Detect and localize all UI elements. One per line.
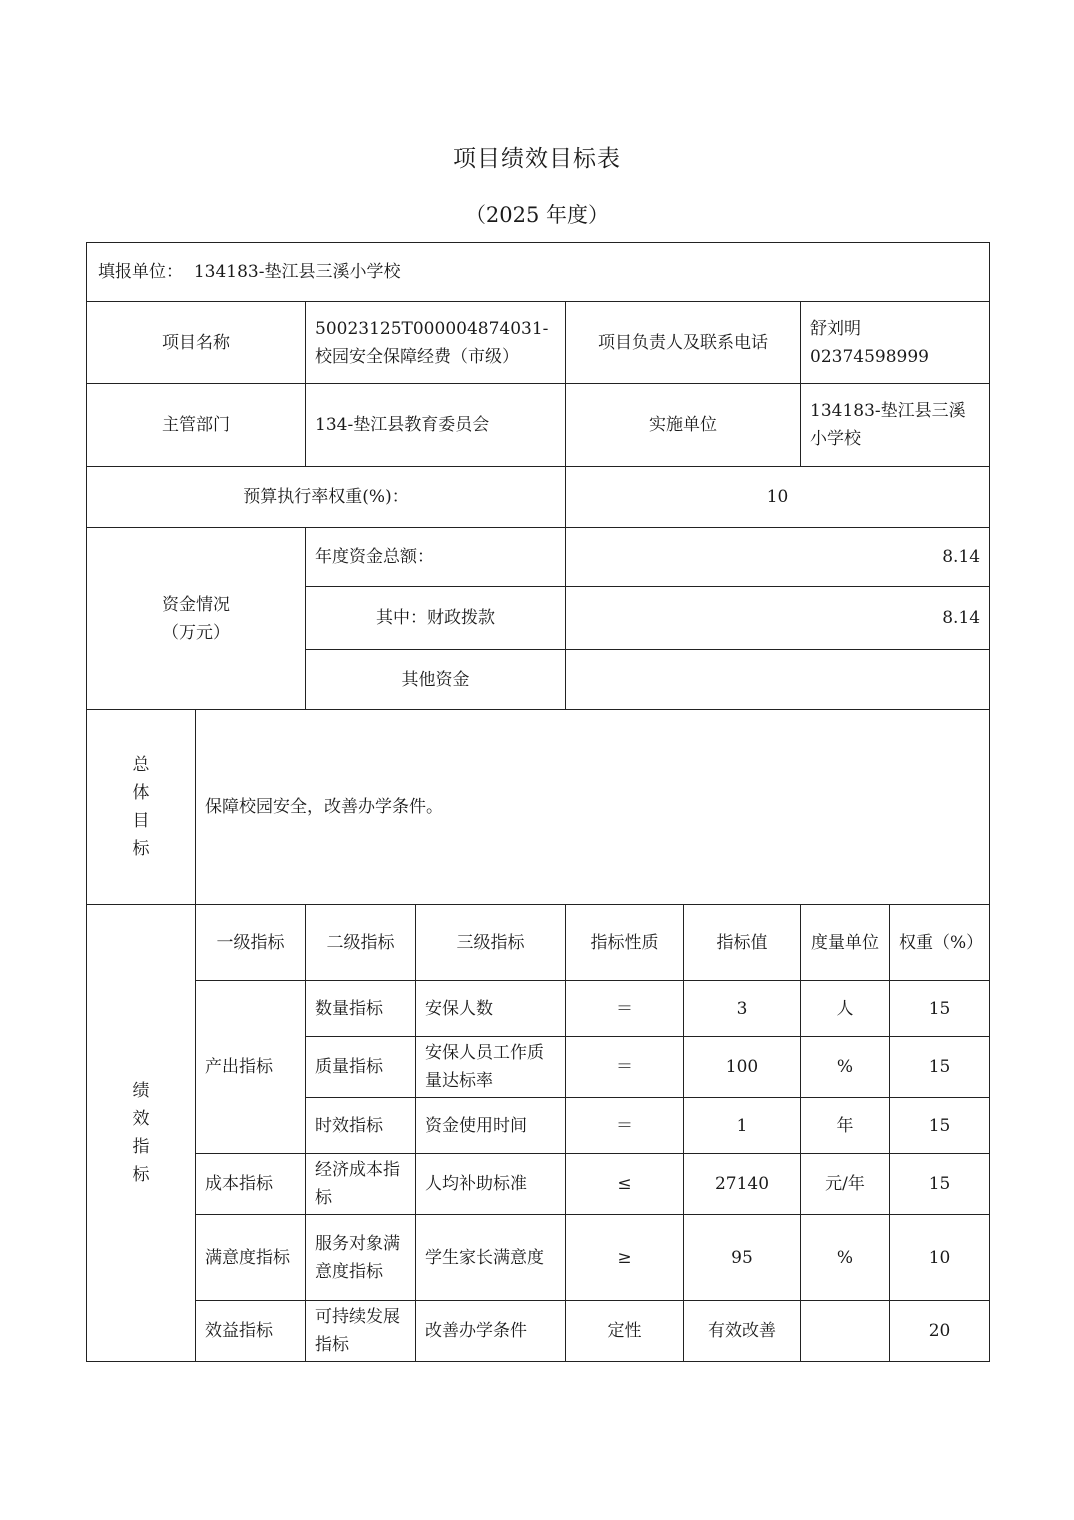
header-value: 指标值 xyxy=(684,905,801,981)
group-cost: 成本指标 xyxy=(196,1154,306,1215)
overall-goal-text: 保障校园安全，改善办学条件。 xyxy=(196,710,990,905)
overall-goal-label-char: 总 xyxy=(132,755,150,775)
funds-fiscal-value: 8.14 xyxy=(566,587,990,650)
indicator-nature: ＝ xyxy=(566,1098,684,1154)
reporting-unit-value: 134183-垫江县三溪小学校 xyxy=(193,262,401,282)
funds-fiscal-label: 其中：财政拨款 xyxy=(306,587,566,650)
overall-goal-label xyxy=(87,710,196,905)
group-satisfaction: 满意度指标 xyxy=(196,1215,306,1301)
page-title: 项目绩效目标表 xyxy=(453,146,621,172)
indicator-weight: 20 xyxy=(890,1301,990,1362)
implementing-unit-label: 实施单位 xyxy=(566,384,801,467)
department-row xyxy=(87,384,990,467)
reporting-unit-row xyxy=(87,243,990,302)
indicator-nature: ≤ xyxy=(566,1154,684,1215)
budget-rate-label: 预算执行率权重(%)： xyxy=(87,467,566,528)
budget-rate-row xyxy=(87,467,990,528)
indicator-value: 3 xyxy=(684,981,801,1037)
indicator-level3: 资金使用时间 xyxy=(416,1098,566,1154)
header-level1: 一级指标 xyxy=(196,905,306,981)
indicator-level2: 质量指标 xyxy=(306,1037,416,1098)
project-name-value: 50023125T000004874031-校园安全保障经费（市级） xyxy=(306,302,566,384)
indicator-row xyxy=(87,1154,990,1215)
indicator-value: 95 xyxy=(684,1215,801,1301)
indicator-level3: 改善办学条件 xyxy=(416,1301,566,1362)
group-benefit: 效益指标 xyxy=(196,1301,306,1362)
header-level2: 二级指标 xyxy=(306,905,416,981)
indicator-weight: 15 xyxy=(890,1154,990,1215)
indicator-header-row xyxy=(87,905,990,981)
indicator-unit: 年 xyxy=(801,1098,890,1154)
indicator-nature: 定性 xyxy=(566,1301,684,1362)
funds-label: 资金情况 xyxy=(162,594,230,615)
indicator-level2: 可持续发展指标 xyxy=(306,1301,416,1362)
performance-indicator-label-char: 绩 xyxy=(132,1081,150,1101)
indicator-unit: 人 xyxy=(801,981,890,1037)
funds-other-value xyxy=(566,650,990,710)
project-leader-name: 舒刘明 xyxy=(810,318,861,339)
project-name-row xyxy=(87,302,990,384)
project-leader-label: 项目负责人及联系电话 xyxy=(566,302,801,384)
header-nature: 指标性质 xyxy=(566,905,684,981)
header-level3: 三级指标 xyxy=(416,905,566,981)
indicator-level3: 安保人员工作质量达标率 xyxy=(416,1037,566,1098)
page-subtitle: （2025 年度） xyxy=(464,203,610,227)
indicator-unit: % xyxy=(801,1215,890,1301)
implementing-unit-value: 134183-垫江县三溪小学校 xyxy=(801,384,990,467)
indicator-value: 有效改善 xyxy=(684,1301,801,1362)
overall-goal-label-char: 体 xyxy=(132,783,150,803)
performance-indicator-label xyxy=(87,905,196,1362)
indicator-level3: 人均补助标准 xyxy=(416,1154,566,1215)
department-value: 134-垫江县教育委员会 xyxy=(306,384,566,467)
reporting-unit-label: 填报单位： xyxy=(98,262,183,282)
funds-total-label: 年度资金总额： xyxy=(306,528,566,587)
performance-indicator-label-char: 效 xyxy=(132,1109,150,1129)
indicator-unit: % xyxy=(801,1037,890,1098)
indicator-unit xyxy=(801,1301,890,1362)
funds-unit: （万元） xyxy=(162,622,230,643)
overall-goal-label-char: 标 xyxy=(132,839,150,859)
budget-rate-value: 10 xyxy=(566,467,990,528)
indicator-level2: 时效指标 xyxy=(306,1098,416,1154)
performance-indicator-label-char: 标 xyxy=(132,1165,150,1185)
indicator-weight: 15 xyxy=(890,1037,990,1098)
indicator-nature: ＝ xyxy=(566,981,684,1037)
department-label: 主管部门 xyxy=(87,384,306,467)
indicator-level3: 安保人数 xyxy=(416,981,566,1037)
indicator-row xyxy=(87,1301,990,1362)
funds-label-cell xyxy=(87,528,306,710)
header-weight: 权重（%） xyxy=(890,905,990,981)
project-leader-cell xyxy=(801,302,990,384)
indicator-nature: ≥ xyxy=(566,1215,684,1301)
project-leader-phone: 02374598999 xyxy=(810,346,929,367)
indicator-nature: ＝ xyxy=(566,1037,684,1098)
funds-other-label: 其他资金 xyxy=(306,650,566,710)
indicator-row xyxy=(87,981,990,1037)
indicator-value: 1 xyxy=(684,1098,801,1154)
indicator-level2: 数量指标 xyxy=(306,981,416,1037)
header-unit: 度量单位 xyxy=(801,905,890,981)
performance-indicator-label-char: 指 xyxy=(132,1137,150,1157)
funds-total-value: 8.14 xyxy=(566,528,990,587)
group-output: 产出指标 xyxy=(196,981,306,1154)
indicator-level2: 服务对象满意度指标 xyxy=(306,1215,416,1301)
performance-target-table xyxy=(86,242,990,1362)
reporting-unit-cell xyxy=(87,243,990,302)
indicator-value: 27140 xyxy=(684,1154,801,1215)
project-name-label: 项目名称 xyxy=(87,302,306,384)
indicator-level3: 学生家长满意度 xyxy=(416,1215,566,1301)
indicator-weight: 15 xyxy=(890,981,990,1037)
overall-goal-row xyxy=(87,710,990,905)
indicator-weight: 15 xyxy=(890,1098,990,1154)
funds-total-row xyxy=(87,528,990,587)
indicator-value: 100 xyxy=(684,1037,801,1098)
overall-goal-label-char: 目 xyxy=(132,811,150,831)
indicator-row xyxy=(87,1215,990,1301)
indicator-unit: 元/年 xyxy=(801,1154,890,1215)
indicator-level2: 经济成本指标 xyxy=(306,1154,416,1215)
indicator-weight: 10 xyxy=(890,1215,990,1301)
